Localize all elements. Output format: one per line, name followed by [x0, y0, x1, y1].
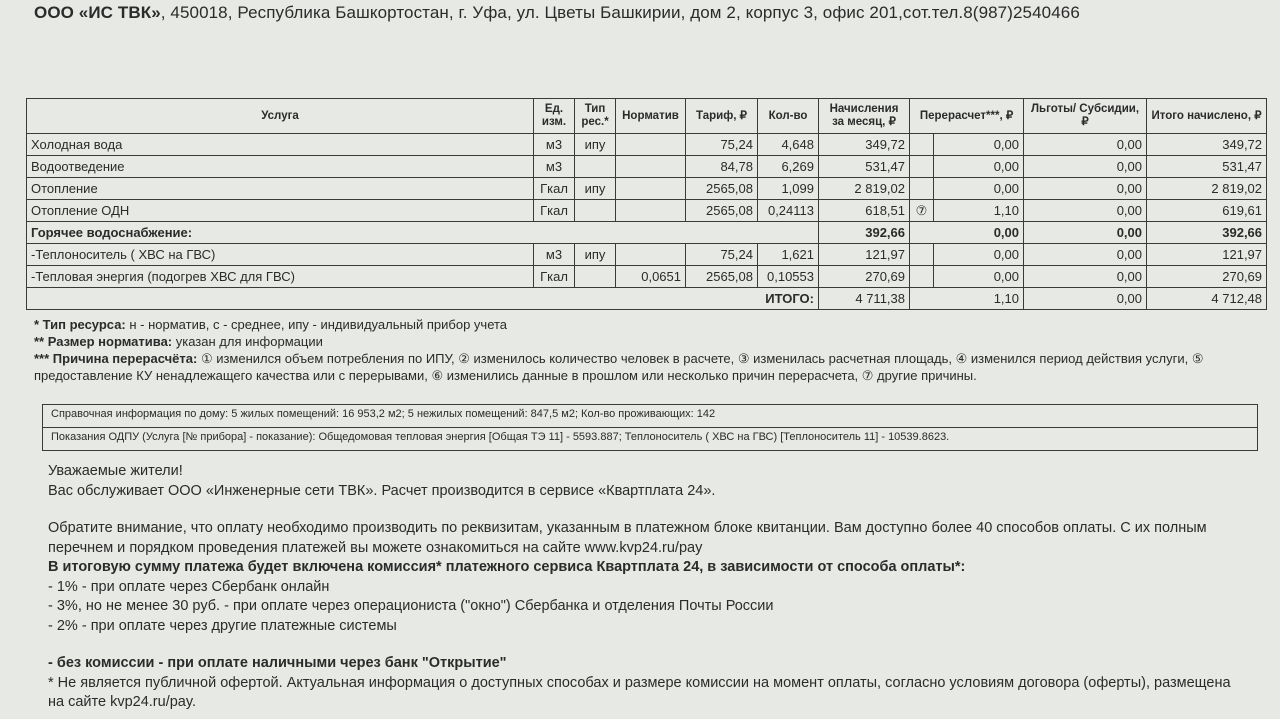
table-row [27, 200, 1267, 222]
cell-recalc-reason [910, 244, 934, 266]
cell-service: Отопление ОДН [27, 200, 534, 222]
cell-norm [616, 178, 686, 200]
cell-service: Водоотведение [27, 156, 534, 178]
cell-recalc-reason [910, 178, 934, 200]
cell-qty: 6,269 [758, 156, 819, 178]
table-total-row [27, 288, 1267, 310]
cell-service: -Тепловая энергия (подогрев ХВС для ГВС) [27, 266, 534, 288]
cell-recalc: 1,10 [934, 200, 1024, 222]
note-norm-size [34, 333, 1234, 350]
greeting: Уважаемые жители! [48, 463, 183, 479]
cell-unit: Гкал [534, 178, 575, 200]
cell-norm: 0,0651 [616, 266, 686, 288]
col-recalc: Перерасчет***, ₽ [910, 99, 1024, 134]
cell-total: 349,72 [1147, 134, 1267, 156]
cell-accrued: 270,69 [819, 266, 910, 288]
cell-benefit: 0,00 [1024, 244, 1147, 266]
meter-readings-line: Показания ОДПУ (Услуга [№ прибора] - показание): Общедомовая тепловая энергия [Общая ТЭ 11] - 5593.887; Теплоноситель ( ХВС на ГВС) [Теплоноситель 11] - 10539.8623. [43, 427, 1257, 450]
cell-service: Холодная вода [27, 134, 534, 156]
cell-benefit: 0,00 [1024, 222, 1147, 244]
cell-type [575, 156, 616, 178]
cell-qty: 1,099 [758, 178, 819, 200]
cell-tariff: 75,24 [686, 134, 758, 156]
cell-service: -Теплоноситель ( ХВС на ГВС) [27, 244, 534, 266]
cell-accrued: 618,51 [819, 200, 910, 222]
col-accrued: Начисления за месяц, ₽ [819, 99, 910, 134]
note-label: * Тип ресурса: [34, 317, 126, 332]
cell-recalc: 1,10 [910, 288, 1024, 310]
cell-norm [616, 156, 686, 178]
disclaimer: * Не является публичной офертой. Актуальная информация о доступных способах и размере комиссии на момент оплаты, согласно условиям договора (оферты), размещена на сайте kvp24.ru/pay. [48, 674, 1231, 710]
cell-qty: 4,648 [758, 134, 819, 156]
table-group-row [27, 222, 1267, 244]
cell-total: 392,66 [1147, 222, 1267, 244]
company-header [34, 3, 1080, 23]
house-info-line: Справочная информация по дому: 5 жилых помещений: 16 953,2 м2; 5 нежилых помещений: 847,5 м2; Кол-во проживающих: 142 [51, 408, 716, 420]
col-qty: Кол-во [758, 99, 819, 134]
cell-qty: 0,24113 [758, 200, 819, 222]
cell-accrued: 349,72 [819, 134, 910, 156]
cell-tariff: 2565,08 [686, 200, 758, 222]
no-commission: - без комиссии - при оплате наличными через банк "Открытие" [48, 655, 507, 671]
note-resource-type [34, 316, 1234, 333]
table-header-row [27, 99, 1267, 134]
cell-type [575, 200, 616, 222]
cell-tariff: 84,78 [686, 156, 758, 178]
cell-recalc: 0,00 [934, 156, 1024, 178]
cell-recalc-reason [910, 156, 934, 178]
cell-type: ипу [575, 244, 616, 266]
commission-item: - 3%, но не менее 30 руб. - при оплате через операциониста ("окно") Сбербанка и отделения Почты России [48, 598, 774, 614]
charges-table [26, 98, 1267, 310]
note-recalc-reason [34, 350, 1234, 384]
col-total: Итого начислено, ₽ [1147, 99, 1267, 134]
col-norm: Норматив [616, 99, 686, 134]
note-text: н - норматив, с - среднее, ипу - индивидуальный прибор учета [125, 317, 508, 332]
col-benefit: Льготы/ Субсидии, ₽ [1024, 99, 1147, 134]
note-text: ① изменился объем потребления по ИПУ, ② изменилось количество человек в расчете, ③ изменилась расчетная площадь, ④ изменился период действия услуги, ⑤ предоставление КУ ненадлежащего качества или с перерывами, ⑥ изменились данные в прошлом или несколько причин перерасчета, ⑦ другие причины. [34, 351, 1204, 383]
cell-recalc: 0,00 [934, 244, 1024, 266]
cell-accrued: 531,47 [819, 156, 910, 178]
cell-unit: м3 [534, 134, 575, 156]
cell-benefit: 0,00 [1024, 156, 1147, 178]
cell-total: 4 712,48 [1147, 288, 1267, 310]
commission-item: - 2% - при оплате через другие платежные системы [48, 617, 397, 634]
cell-accrued: 392,66 [819, 222, 910, 244]
commission-title: В итоговую сумму платежа будет включена комиссия* платежного сервиса Квартплата 24, в зависимости от способа оплаты*: [48, 559, 966, 575]
table-row [27, 156, 1267, 178]
table-row [27, 266, 1267, 288]
cell-type: ипу [575, 134, 616, 156]
cell-unit: м3 [534, 156, 575, 178]
cell-total: 2 819,02 [1147, 178, 1267, 200]
residents-message [48, 462, 1238, 713]
cell-recalc: 0,00 [910, 222, 1024, 244]
cell-accrued: 121,97 [819, 244, 910, 266]
commission-item: - 1% - при оплате через Сбербанк онлайн [48, 578, 330, 595]
cell-tariff: 75,24 [686, 244, 758, 266]
cell-recalc: 0,00 [934, 178, 1024, 200]
cell-type: ипу [575, 178, 616, 200]
cell-accrued: 4 711,38 [819, 288, 910, 310]
cell-total: 270,69 [1147, 266, 1267, 288]
col-unit: Ед. изм. [534, 99, 575, 134]
cell-qty: 0,10553 [758, 266, 819, 288]
cell-group-label: Горячее водоснабжение: [27, 222, 819, 244]
cell-tariff: 2565,08 [686, 178, 758, 200]
cell-recalc: 0,00 [934, 266, 1024, 288]
cell-recalc-reason: ⑦ [910, 200, 934, 222]
cell-benefit: 0,00 [1024, 200, 1147, 222]
cell-total: 619,61 [1147, 200, 1267, 222]
cell-service: Отопление [27, 178, 534, 200]
cell-recalc-reason [910, 266, 934, 288]
cell-unit: Гкал [534, 200, 575, 222]
cell-total: 531,47 [1147, 156, 1267, 178]
cell-total: 121,97 [1147, 244, 1267, 266]
company-name: ООО «ИС ТВК» [34, 3, 161, 22]
cell-accrued: 2 819,02 [819, 178, 910, 200]
note-label: *** Причина перерасчёта: [34, 351, 198, 366]
cell-norm [616, 134, 686, 156]
footnotes [34, 316, 1234, 384]
served-by: Вас обслуживает ООО «Инженерные сети ТВК». Расчет производится в сервисе «Квартплата 24». [48, 482, 716, 499]
cell-recalc-reason [910, 134, 934, 156]
note-label: ** Размер норматива: [34, 334, 173, 349]
table-row [27, 134, 1267, 156]
cell-unit: м3 [534, 244, 575, 266]
cell-benefit: 0,00 [1024, 134, 1147, 156]
note-text: указан для информации [172, 334, 323, 349]
table-row [27, 244, 1267, 266]
cell-norm [616, 200, 686, 222]
cell-benefit: 0,00 [1024, 266, 1147, 288]
cell-recalc: 0,00 [934, 134, 1024, 156]
cell-total-label: ИТОГО: [27, 288, 819, 310]
col-tariff: Тариф, ₽ [686, 99, 758, 134]
cell-unit: Гкал [534, 266, 575, 288]
table-row [27, 178, 1267, 200]
company-address: , 450018, Республика Башкортостан, г. Уфа, ул. Цветы Башкирии, дом 2, корпус 3, офис 201,сот.тел.8(987)2540466 [160, 3, 1080, 22]
cell-tariff: 2565,08 [686, 266, 758, 288]
house-info-box [42, 404, 1258, 451]
cell-type [575, 266, 616, 288]
cell-norm [616, 244, 686, 266]
col-service: Услуга [27, 99, 534, 134]
cell-qty: 1,621 [758, 244, 819, 266]
payment-attention: Обратите внимание, что оплату необходимо производить по реквизитам, указанным в платежном блоке квитанции. Вам доступно более 40 способов оплаты. С их полным перечнем и порядком проведения платежей вы можете ознакомиться на сайте www.kvp24.ru/pay [48, 520, 1207, 556]
cell-benefit: 0,00 [1024, 288, 1147, 310]
cell-benefit: 0,00 [1024, 178, 1147, 200]
col-type: Тип рес.* [575, 99, 616, 134]
